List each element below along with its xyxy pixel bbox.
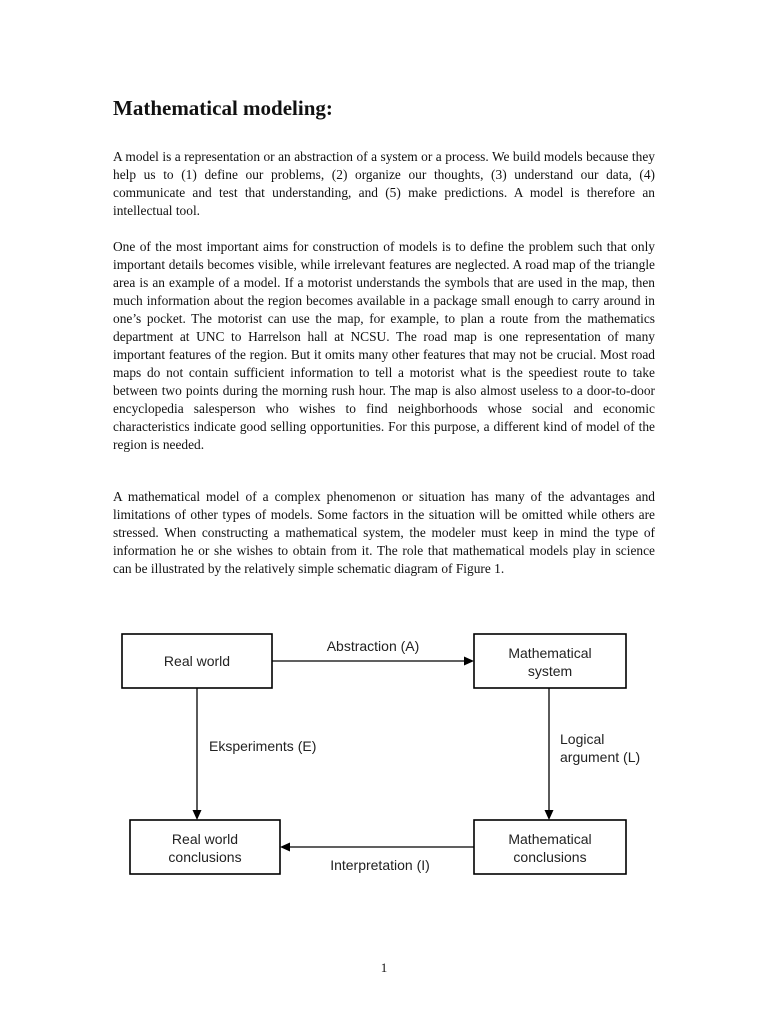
page-title: Mathematical modeling: xyxy=(113,96,333,120)
figure-1-diagram xyxy=(0,620,768,890)
label-real-world-conclusions-line2: conclusions xyxy=(168,849,242,865)
paragraph-model-definition: A model is a representation or an abstraction of a system or a process. We build models because they help us to (1) define our problems, (2) organize our thoughts, (3) understand our data, (4) communicate and test that understanding, and (5) make predictions. A model is therefore an intellectual tool. xyxy=(113,149,655,218)
paragraph-road-map-example: One of the most important aims for construction of models is to define the problem such that only important details becomes visible, while irrelevant features are neglected. A road map of the triangle area is an example of a model. If a motorist understands the symbols that are used in the map, then much information about the region becomes available in a package small enough to carry around in one’s pocket. The motorist can use the map, for example, to plan a route from the mathematics department at UNC to Harrelson hall at NCSU. The road map is one representation of many important features of the region. But it omits many other features that may not be crucial. Most road maps do not contain sufficient information to tell a motorist what is the speediest route to take between two points during the morning rush hour. The map is also almost useless to a door-to-door encyclopedia salesperson who wishes to find neighborhoods whose social and economic characteristics indicate good selling opportunities. For this purpose, a different kind of model of the region is needed. xyxy=(113,239,655,452)
label-mathematical-system-line1: Mathematical xyxy=(508,645,592,661)
label-mathematical-conclusions-line2: conclusions xyxy=(513,849,587,865)
arrow-experiments xyxy=(193,688,202,820)
arrow-interpretation xyxy=(280,843,474,852)
label-real-world: Real world xyxy=(163,653,231,669)
label-logical-argument-line1: Logical xyxy=(560,731,605,747)
label-real-world-conclusions-line1: Real world xyxy=(171,831,239,847)
label-interpretation: Interpretation (I) xyxy=(330,857,430,873)
page-number: 1 xyxy=(380,960,388,975)
label-mathematical-conclusions-line1: Mathematical xyxy=(508,831,592,847)
paragraph-mathematical-model: A mathematical model of a complex phenomenon or situation has many of the advantages and limitations of other types of models. Some factors in the situation will be omitted while others are stressed. When constructing a mathematical system, the modeler must keep in mind the type of information he or she wishes to obtain from it. The role that mathematical models play in science can be illustrated by the relatively simple schematic diagram of Figure 1. xyxy=(113,489,655,576)
label-mathematical-system-line2: system xyxy=(527,663,573,679)
arrow-abstraction xyxy=(272,657,474,666)
label-logical-argument-line2: argument (L) xyxy=(560,749,641,765)
label-experiments: Eksperiments (E) xyxy=(209,738,317,754)
arrow-logical-argument xyxy=(545,688,554,820)
box-mathematical-conclusions xyxy=(474,820,626,874)
box-real-world-conclusions xyxy=(130,820,280,874)
box-mathematical-system xyxy=(474,634,626,688)
label-abstraction: Abstraction (A) xyxy=(326,638,420,654)
